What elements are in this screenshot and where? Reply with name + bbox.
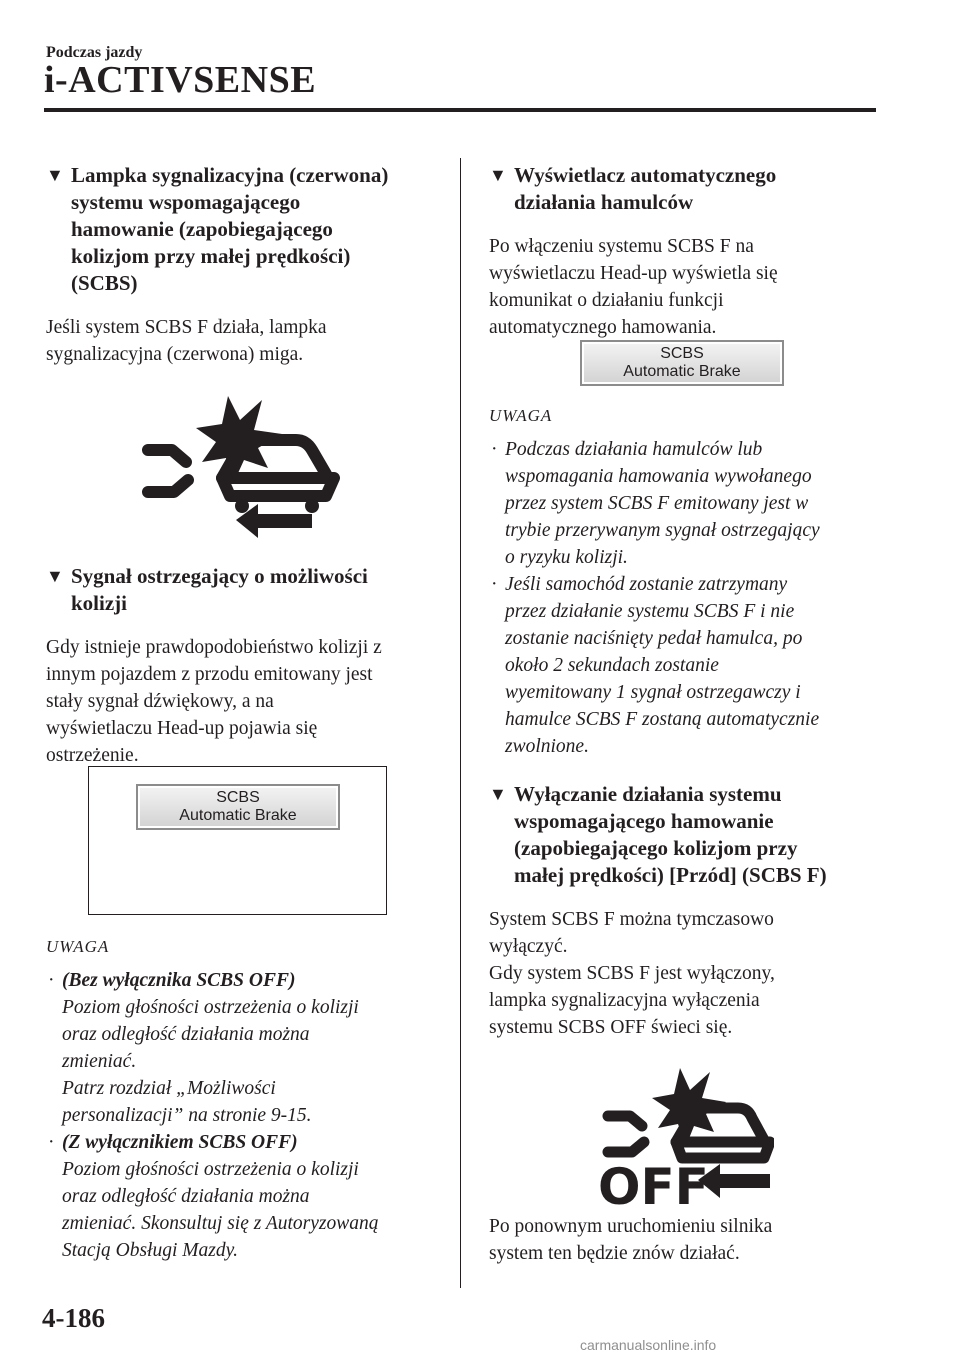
bullet-dot-icon: · [491,574,498,595]
note-line: Poziom głośności ostrzeżenia o kolizji [62,997,359,1018]
heading-line: wspomagającego hamowanie [514,809,774,833]
heading-line: działania hamulców [514,190,694,214]
scbs-automatic-brake-display [580,340,784,386]
body-text [489,233,884,341]
chapter-title: i-ACTIVSENSE [44,59,317,101]
text-line: wyświetlaczu Head-up pojawia się [46,718,318,739]
section-heading [489,162,884,216]
note-line: zwolnione. [505,736,589,757]
display-line: SCBS [660,345,704,362]
section-heading [46,162,441,297]
text-line: ostrzeżenie. [46,745,139,766]
note-line: przez działanie systemu SCBS F i nie [505,601,795,622]
display-line: Automatic Brake [179,807,297,824]
text-line: Gdy istnieje prawdopodobieństwo kolizji z [46,637,382,658]
body-text [46,634,441,769]
note-line: wyemitowany 1 sygnał ostrzegawczy i [505,682,801,703]
text-line: systemu SCBS OFF świeci się. [489,1017,733,1038]
note-line: Poziom głośności ostrzeżenia o kolizji [62,1159,359,1180]
note-line: wspomagania hamowania wywołanego [505,466,812,487]
note-line: Patrz rozdział „Możliwości [62,1078,276,1099]
note-label: UWAGA [46,937,110,956]
text-line: Jeśli system SCBS F działa, lampka [46,317,327,338]
body-text [489,1213,884,1267]
off-label: OFF [598,1158,709,1208]
right-section-scbs-off [489,781,884,1041]
note-item [489,571,884,760]
triangle-bullet-icon: ▼ [489,165,507,185]
note-line: personalizacji” na stronie 9-15. [62,1105,312,1126]
scbs-automatic-brake-display [136,784,340,830]
body-text [489,906,884,1041]
heading-line: kolizji [71,591,127,615]
heading-line: kolizjom przy małej prędkości) [71,244,351,268]
note-line: zostanie naciśnięty pedał hamulca, po [505,628,803,649]
bullet-dot-icon: · [48,1132,55,1153]
left-note [46,937,441,1264]
heading-line: systemu wspomagającego [71,190,301,214]
page-number: 4-186 [42,1303,105,1333]
right-section-auto-brake-display [489,162,884,341]
text-line: automatycznego hamowania. [489,317,717,338]
text-line: wyłączyć. [489,936,568,957]
note-line: Podczas działania hamulców lub [505,439,763,460]
text-line: System SCBS F można tymczasowo [489,909,774,930]
heading-line: Wyłączanie działania systemu [514,782,782,806]
heading-line: (SCBS) [71,271,138,295]
note-line: przez system SCBS F emitowany jest w [505,493,809,514]
note-item [489,436,884,571]
text-line: komunikat o działaniu funkcji [489,290,724,311]
watermark: carmanualsonline.info [580,1337,717,1353]
bullet-dot-icon: · [491,439,498,460]
section-heading [489,781,884,889]
text-line: Po włączeniu systemu SCBS F na [489,236,754,257]
note-line: zmieniać. Skonsultuj się z Autoryzowaną [62,1213,379,1234]
left-section-warning-light [46,162,441,368]
note-line: Stacją Obsługi Mazdy. [62,1240,239,1261]
note-line: hamulce SCBS F zostaną automatycznie [505,709,820,730]
note-line: (Bez wyłącznika SCBS OFF) [62,970,296,991]
section-heading [46,563,441,617]
note-line: Jeśli samochód zostanie zatrzymany [505,574,788,595]
left-section-collision-warning [46,563,441,769]
bullet-dot-icon: · [48,970,55,991]
note-line: około 2 sekundach zostanie [505,655,719,676]
triangle-bullet-icon: ▼ [489,784,507,804]
text-line: Po ponownym uruchomieniu silnika [489,1216,773,1237]
note-line: zmieniać. [62,1051,137,1072]
heading-line: małej prędkości) [Przód] (SCBS F) [514,863,827,887]
header-rule [44,108,876,112]
triangle-bullet-icon: ▼ [46,566,64,586]
note-item [46,967,441,1129]
text-line: innym pojazdem z przodu emitowany jest [46,664,373,685]
section-label: Podczas jazdy [46,44,143,61]
text-line: stały sygnał dźwiękowy, a na [46,691,274,712]
right-section-restart-note [489,1213,884,1267]
column-divider [460,158,461,1288]
heading-line: Wyświetlacz automatycznego [514,163,777,187]
display-line: Automatic Brake [623,363,741,380]
heading-line: Lampka sygnalizacyjna (czerwona) [71,163,389,187]
heading-line: (zapobiegającego kolizjom przy [514,836,798,860]
note-line: (Z wyłącznikiem SCBS OFF) [62,1132,298,1153]
triangle-bullet-icon: ▼ [46,165,64,185]
note-item [46,1129,441,1264]
scbs-warning-light-icon [130,388,348,540]
note-line: oraz odległość działania można [62,1024,310,1045]
display-line: SCBS [216,789,260,806]
text-line: wyświetlaczu Head-up wyświetla się [489,263,778,284]
note-line: trybie przerywanym sygnał ostrzegający [505,520,820,541]
heading-line: hamowanie (zapobiegającego [71,217,333,241]
text-line: lampka sygnalizacyjna wyłączenia [489,990,760,1011]
note-label: UWAGA [489,406,553,425]
note-line: o ryzyku kolizji. [505,547,628,568]
text-line: sygnalizacyjna (czerwona) miga. [46,344,304,365]
note-line: oraz odległość działania można [62,1186,310,1207]
text-line: Gdy system SCBS F jest wyłączony, [489,963,775,984]
text-line: system ten będzie znów działać. [489,1243,740,1264]
body-text [46,314,441,368]
right-note [489,406,884,760]
scbs-off-indicator-icon [594,1062,774,1208]
heading-line: Sygnał ostrzegający o możliwości [71,564,368,588]
